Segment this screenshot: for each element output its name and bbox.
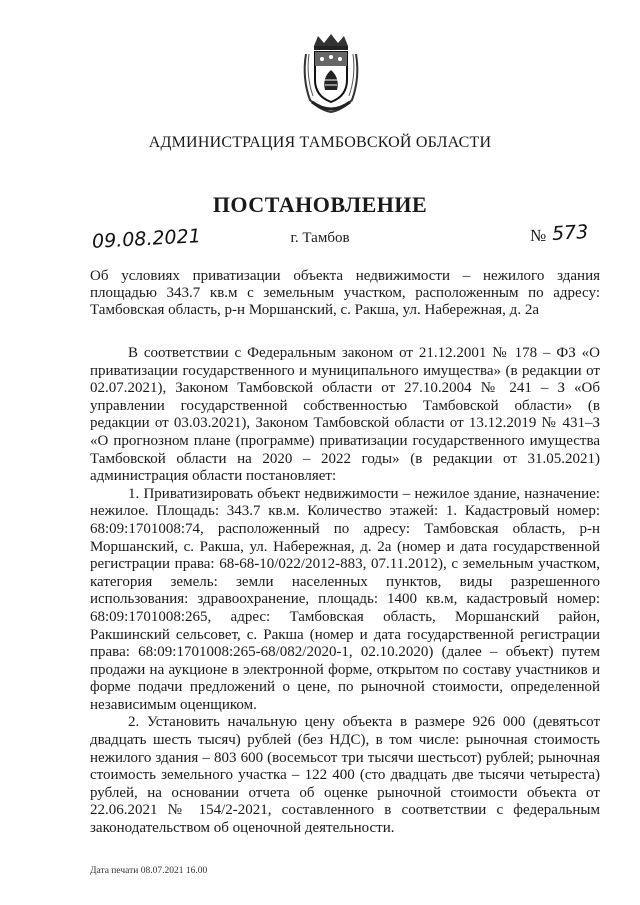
preamble-paragraph: В соответствии с Федеральным законом от 21.12.2001 № 178 – ФЗ «О приватизации государственного и муниципального имущества» (в редакции от 02.07.2021), Законом Тамбовской области от 27.10.2004 № 241 – З «Об управлении государственной собственностью Тамбовской области» (в редакции от 03.03.2021), Законом Тамбовской области от 13.12.2019 № 431–З «О прогнозном плане (программе) приватизации государственного имущества Тамбовской области на 2020 – 2022 годы» (в редакции от 31.05.2021) администрация области постановляет: xyxy=(90,345,600,485)
document-date-handwritten: 09.08.2021 xyxy=(91,225,202,253)
coat-of-arms-emblem xyxy=(300,32,362,114)
number-sign: № xyxy=(530,226,547,245)
item-1-paragraph: 1. Приватизировать объект недвижимости – нежилое здание, назначение: нежилое. Площадь: 343.7 кв.м. Количество этажей: 1. Кадастровый номер: 68:09:1701008:74, расположенный по адресу: Тамбовская область, р-н Моршанский, с. Ракша, ул. Набережная, д. 2а (номер и дата государственной регистрации права: 68-68-10/022/2012-883, 07.11.2012), с земельным участком, категория земель: земли населенных пунктов, виды разрешенного использования: здравоохранение, площадь: 1400 кв.м, кадастровый номер: 68:09:1701008:265, адрес: Тамбовская область, Моршанский район, Ракшинский сельсовет, с. Ракша (номер и дата государственной регистрации права: 68:09:1701008:265-68/082/2020-1, 02.10.2020) (далее – объект) путем продажи на аукционе в электронной форме, открытом по составу участников и форме подачи предложений о цене, по рыночной стоимости, определенной независимым оценщиком. xyxy=(90,485,600,713)
document-body xyxy=(90,345,600,838)
print-date-footer: Дата печати 08.07.2021 16.00 xyxy=(90,866,208,876)
document-type-heading: ПОСТАНОВЛЕНИЕ xyxy=(212,192,428,217)
document-number-handwritten: 573 xyxy=(551,221,589,245)
document-title: Об условиях приватизации объекта недвижимости – нежилого здания площадью 343.7 кв.м с земельным участком, расположенным по адресу: Тамбовская область, р-н Моршанский, с. Ракша, ул. Набережная, д. 2а xyxy=(90,268,600,318)
document-city: г. Тамбов xyxy=(290,230,350,246)
organization-heading: АДМИНИСТРАЦИЯ ТАМБОВСКОЙ ОБЛАСТИ xyxy=(148,134,492,151)
item-2-paragraph: 2. Установить начальную цену объекта в размере 926 000 (девятьсот двадцать шесть тысяч) рублей (без НДС), в том числе: рыночная стоимость нежилого здания – 803 600 (восемьсот три тысячи шестьсот) рублей; рыночная стоимость земельного участка – 122 400 (сто двадцать две тысячи четыреста) рублей, на основании отчета об оценке рыночной стоимости объекта от 22.06.2021 № 154/2-2021, составленного в соответствии с федеральным законодательством об оценочной деятельности. xyxy=(90,714,600,837)
